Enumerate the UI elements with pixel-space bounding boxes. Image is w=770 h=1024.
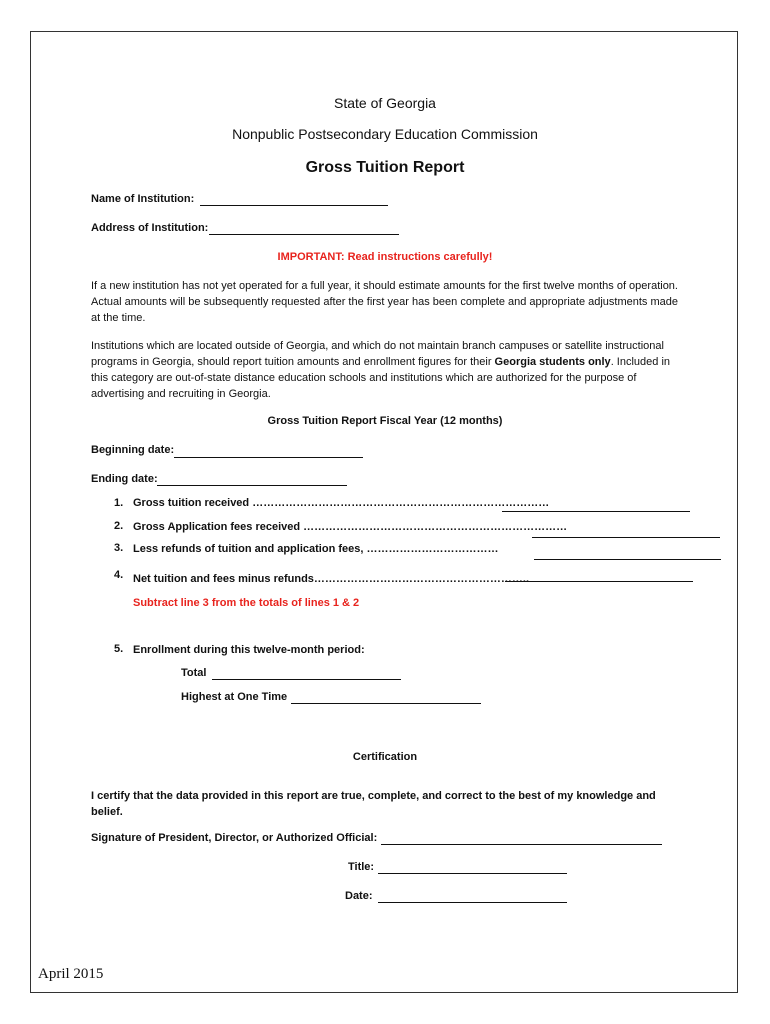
paragraph-2-bold: Georgia students only [494,356,611,368]
paragraph-2-part-2: . Included in this category are out-of-state distance education schools and institutions which are authorized for the purpose of advertising and recruiting in Georgia. [91,356,671,400]
item-3-number: 3. [114,542,124,554]
institution-name-label: Name of Institution: [91,193,195,205]
instructions-paragraph-2 [91,338,679,402]
item-1-label [133,497,549,509]
date-label: Date: [345,890,373,902]
ending-date-field[interactable] [157,485,347,486]
item-3-label [133,543,498,555]
item-4-dots: ………………………………………………….. [313,573,530,585]
signature-field[interactable] [381,844,662,845]
state-heading: State of Georgia [334,95,436,111]
ending-date-label: Ending date: [91,473,158,485]
enrollment-label: Enrollment during this twelve-month period: [133,644,365,656]
beginning-date-label: Beginning date: [91,444,175,456]
title-field[interactable] [378,873,567,874]
page-title: Gross Tuition Report [305,159,465,176]
institution-address-label: Address of Institution: [91,222,209,234]
item-4-text: Net tuition and fees minus refunds [133,573,314,585]
refunds-field[interactable] [534,559,721,560]
instructions-paragraph-1: If a new institution has not yet operated for a full year, it should estimate amounts for the first twelve months of operation. Actual amounts will be subsequently requested after the first year has been complete and appropriate adjustments made at the time. [91,280,679,324]
subtract-note: Subtract line 3 from the totals of lines 1 & 2 [133,597,360,609]
beginning-date-field[interactable] [174,457,363,458]
paragraph-2-part-1: Institutions which are located outside of Georgia, and which do not maintain branch campuses or satellite instructional programs in Georgia, should report tuition amounts and enrollment figures for their [91,340,664,368]
fiscal-year-heading: Gross Tuition Report Fiscal Year (12 months) [267,415,503,427]
institution-address-field[interactable] [209,234,399,235]
application-fees-field[interactable] [532,537,720,538]
signature-label: Signature of President, Director, or Authorized Official: [91,832,378,844]
certification-heading: Certification [352,751,418,763]
item-1-dots: ……………………………………………………………………… [252,497,550,509]
item-3-dots: ……………………………… [366,543,499,555]
enrollment-highest-field[interactable] [291,703,481,704]
item-2-label [133,521,567,533]
date-field[interactable] [378,902,567,903]
item-5-number: 5. [114,643,124,655]
important-notice: IMPORTANT: Read instructions carefully! [277,251,493,263]
commission-heading: Nonpublic Postsecondary Education Commission [232,126,538,142]
item-4-number: 4. [114,569,124,581]
footer-date: April 2015 [38,966,104,982]
item-3-text: Less refunds of tuition and application fees, [133,543,364,555]
enrollment-highest-label: Highest at One Time [181,691,288,703]
title-label: Title: [348,861,375,873]
certification-statement: I certify that the data provided in this report are true, complete, and correct to the best of my knowledge and belief. [91,790,656,818]
item-4-label [133,573,529,585]
enrollment-total-field[interactable] [212,679,401,680]
institution-name-field[interactable] [200,205,388,206]
gross-tuition-field[interactable] [502,511,690,512]
item-1-text: Gross tuition received [133,497,250,509]
item-2-text: Gross Application fees received [133,521,301,533]
item-2-dots: ……………………………………………………………… [303,521,568,533]
net-tuition-field[interactable] [505,581,693,582]
item-2-number: 2. [114,520,124,532]
enrollment-total-label: Total [181,667,207,679]
item-1-number: 1. [114,497,124,509]
